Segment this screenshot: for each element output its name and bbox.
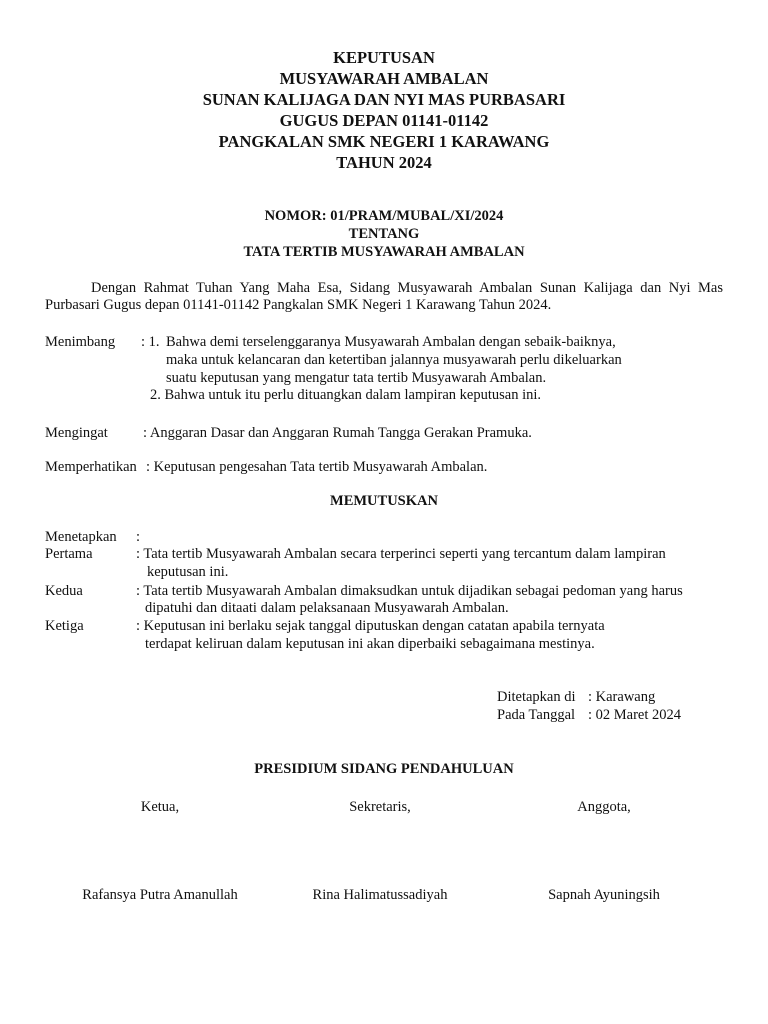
presidium-heading: PRESIDIUM SIDANG PENDAHULUAN [254, 761, 514, 777]
memperhatikan-text: : Keputusan pengesahan Tata tertib Musyawarah Ambalan. [146, 459, 488, 475]
pertama-label: Pertama [45, 546, 93, 562]
memperhatikan-label: Memperhatikan [45, 459, 137, 475]
menimbang-item2: 2. Bahwa untuk itu perlu dituangkan dalam lampiran keputusan ini. [150, 387, 542, 403]
menetapkan-label: Menetapkan [45, 529, 117, 545]
doc-title: KEPUTUSAN [333, 48, 435, 67]
decree-subject: TATA TERTIB MUSYAWARAH AMBALAN [243, 244, 525, 260]
intro-line: Dengan Rahmat Tuhan Yang Maha Esa, Sidang Musyawarah Ambalan Sunan Kalijaga dan Nyi Mas [91, 280, 723, 296]
signatory-role: Sekretaris, [349, 799, 411, 815]
signatory-name: Rina Halimatussadiyah [312, 887, 448, 903]
mengingat-label: Mengingat [45, 425, 108, 441]
doc-title-line: SUNAN KALIJAGA DAN NYI MAS PURBASARI [202, 90, 566, 109]
decree-about: TENTANG [348, 226, 420, 242]
signatory-name: Sapnah Ayuningsih [548, 887, 660, 903]
enactment-date-label: Pada Tanggal [497, 707, 576, 723]
intro-line: Purbasari Gugus depan 01141-01142 Pangkalan SMK Negeri 1 Karawang Tahun 2024. [45, 297, 552, 313]
menimbang-line: Bahwa demi terselenggaranya Musyawarah Ambalan dengan sebaik-baiknya, [166, 334, 616, 350]
ketiga-text: terdapat keliruan dalam keputusan ini akan diperbaiki sebagaimana mestinya. [145, 636, 595, 652]
enactment-place-value: : Karawang [588, 689, 656, 705]
kedua-text: dipatuhi dan ditaati dalam pelaksanaan Musyawarah Ambalan. [145, 600, 509, 616]
enactment-place-label: Ditetapkan di [497, 689, 576, 705]
menimbang-line: suatu keputusan yang mengatur tata tertib Musyawarah Ambalan. [166, 370, 547, 386]
enactment-date-value: : 02 Maret 2024 [588, 707, 682, 723]
signatory-role: Ketua, [140, 799, 180, 815]
doc-title-line: TAHUN 2024 [336, 153, 432, 172]
signatory-name: Rafansya Putra Amanullah [82, 887, 238, 903]
kedua-label: Kedua [45, 583, 83, 599]
menetapkan-sep: : [136, 529, 141, 545]
signatory-role: Anggota, [577, 799, 631, 815]
ketiga-label: Ketiga [45, 618, 84, 634]
ketiga-text: : Keputusan ini berlaku sejak tanggal diputuskan dengan catatan apabila ternyata [136, 618, 605, 634]
pertama-text: keputusan ini. [147, 564, 229, 580]
pertama-text: : Tata tertib Musyawarah Ambalan secara terperinci seperti yang tercantum dalam lampiran [136, 546, 666, 562]
memutuskan-heading: MEMUTUSKAN [330, 493, 438, 509]
doc-title-line: GUGUS DEPAN 01141-01142 [279, 111, 489, 130]
doc-title-line: PANGKALAN SMK NEGERI 1 KARAWANG [218, 132, 550, 151]
doc-title-line: MUSYAWARAH AMBALAN [279, 69, 489, 88]
menimbang-sep: : 1. [141, 334, 160, 350]
mengingat-text: : Anggaran Dasar dan Anggaran Rumah Tangga Gerakan Pramuka. [143, 425, 532, 441]
kedua-text: : Tata tertib Musyawarah Ambalan dimaksudkan untuk dijadikan sebagai pedoman yang harus [136, 583, 683, 599]
menimbang-label: Menimbang [45, 334, 116, 350]
decree-number: NOMOR: 01/PRAM/MUBAL/XI/2024 [264, 208, 504, 224]
menimbang-line: maka untuk kelancaran dan ketertiban jalannya musyawarah perlu dikeluarkan [166, 352, 622, 368]
